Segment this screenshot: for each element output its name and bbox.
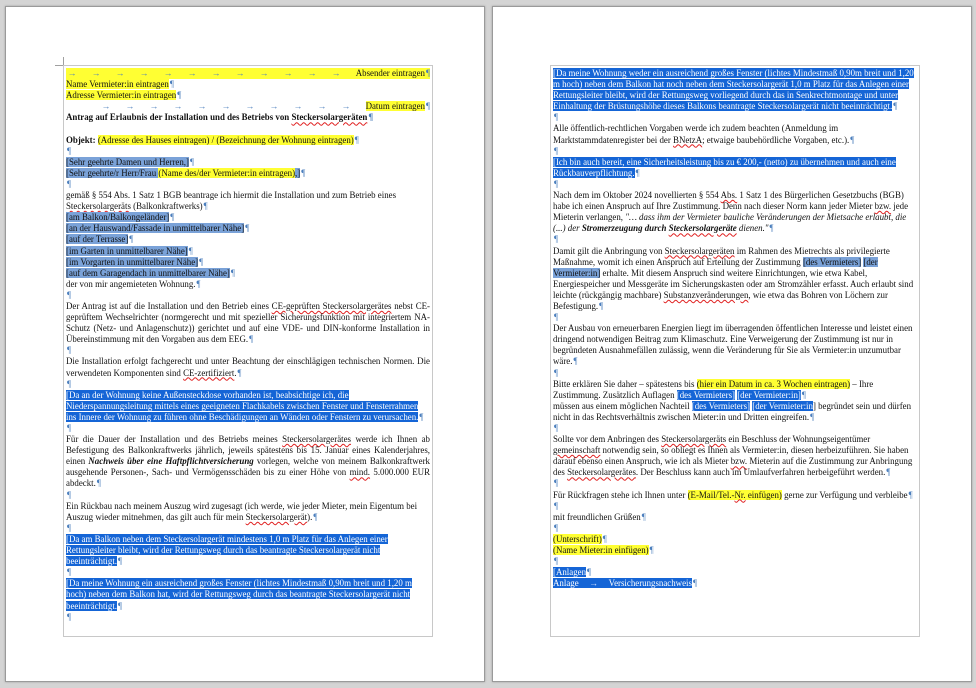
text-body[interactable]: [Da meine Wohnung weder ein ausreichend großes Fenster (lichtes Mindestmaß 0,90m breit und 1,20 m hoch) neben dem Balkon hat noch neben dem Steckersolargerät 1,0 m Platz für das Anlegen einer Rettungsleiter bleibt, wird der Rettungsweg vorliegend durch das in Senkrechtmontage und unter Einhaltung der Brüstungshöhe dieses Balkons beantragte Steckersolargerät nicht beeinträchtigt.¶ ¶ Alle öffentlich-rechtlichen Vorgaben werde ich zudem beachten (Anmeldung im Marktstammdatenregister bei der BNetzA; etwaige baubehördliche Vorgaben, etc.).¶ ¶ [Ich bin auch bereit, eine Sicherheitsleistung bis zu € 200,- (netto) zu übernehmen und auch eine Rückbauverpflichtung.¶ ¶ Nach dem im Oktober 2024 novellierten § 554 Abs. 1 Satz 1 des Bürgerlichen Gesetzbuchs (BGB) habe ich einen Anspruch auf Ihre Zustimmung. Denn nach dieser Norm kann jeder Mieter bzw. jede Mieterin verlangen, "… dass ihm der Vermieter bauliche Veränderungen der Mietsache erlaubt, die (...) der Stromerzeugung durch Steckersolargeräte dienen."¶ ¶ Damit gilt die Anbringung von Steckersolargeräten im Rahmen des Mietrechts als privilegierte Maßnahme, womit ich einen Anspruch auf Erteilung der Zustimmung [des Vermieters] [der Vermieter:in] erhalte. Mit diesem Anspruch sind weitere Einrichtungen, wie etwa Kabel, Energiespeicher und Messgeräte im Sicherungskasten oder am Stromzähler erfasst. Auch erlaubt sind leichte (rückgängig machbare) Substanzveränderungen, wie etwa das Bohren von Löchern zur Befestigung.¶ ¶ Der Ausbau von erneuerbaren Energien liegt im überragenden öffentlichen Interesse und leistet einen dringend notwendigen Beitrag zum Klimaschutz. Eine Verweigerung der Zustimmung ist nur in begründeten Ausnahmefällen zulässig, wenn die Veränderung für Sie als Vermieter:in unzumutbar wäre.¶ ¶ Bitte erklären Sie daher – spätestens bis (hier ein Datum in ca. 3 Wochen eintragen) – Ihre Zustimmung. Zusätzlich Auflagen [des Vermieters] [der Vermieter:in]¶ müssen aus einem möglichen Nachteil [des Vermieters] [der Vermieter:in] begründet sein und dürfen nicht in das Rechtsverhältnis zwischen Mieter:in und Dritten eingreifen.¶ ¶ Sollte vor dem Anbringen des Steckersolargeräts ein Beschluss der Wohnungseigentümer gemeinschaft notwendig sein, so obliegt es Ihnen als Vermieter:in, diesen herbeizuführen. Sie haben darauf ebenso einen Anspruch, wie ich als Mieter bzw. Mieterin auf die Zustimmung zur Anbringung des Steckersolargerätes. Der Beschluss kann auch im Umlaufverfahren herbeigeführt werden.¶ ¶ Für Rückfragen stehe ich Ihnen unter (E-Mail/Tel.-Nr. einfügen) gerne zur Verfügung und verbleibe¶ ¶ mit freundlichen Grüßen¶ ¶ (Unterschrift)¶ (Name Mieter:in einfügen)¶ ¶ [Anlagen¶ Anlage → Versicherungsnachweis¶ (550, 65, 920, 637)
sender-placeholder: Absender eintragen (355, 68, 425, 78)
location-option-text: [im Garten in unmittelbarer Nähe] (66, 245, 188, 256)
law-text-3: jede Mieterin verlangen, (553, 201, 909, 223)
escape-route-text-selected: [Da meine Wohnung ein ausreichend großes Fenster (lichtes Mindestmaß 0,90m breit und 1,20 m hoch) neben dem Balkon hat, wird der Rettungsweg durch das beantragte Steckersolargerät nicht beeinträchtigt. (66, 578, 412, 611)
installation-text: Die Installation erfolgt fachgerecht und unter Beachtung der einschlägigen technischen Normen. Die verwendeten Komponenten sind (66, 356, 430, 378)
application-tail: nebst CE-geprüftem Wechselrichter (normgerecht und mit spezieller Sicherungsfunktion mit integriertem NA-Schutz (Netz- und Anlagenschutz)) gerichtet und auf eine VDE- und DIN-konforme Installation in Übereinstimmung mit den Vorgaben aus dem EEG. (66, 300, 430, 345)
escape-route-text-selected: [Da meine Wohnung weder ein ausreichend großes Fenster (lichtes Mindestmaß 0,90m breit und 1,20 m hoch) neben dem Balkon hat noch neben dem Steckersolargerät 1,0 m Platz für das Anlegen einer Rettungsleiter bleibt, wird der Rettungsweg vorliegend durch das in Senkrechtmontage und unter Einhaltung der Brüstungshöhe dieses Balkons beantragte Steckersolargerät nicht beeinträchtigt. (553, 68, 914, 112)
insurance-spellcheck-2: mind. (349, 467, 371, 478)
removal-tail: ). (307, 511, 313, 522)
privilege-text-3: erhalte. Mit diesem Anspruch sind weitere Einrichtungen, wie etwa Kabel, Energiespeicher und Messgeräte im Sicherungskasten oder am Stromzähler erfasst. Auch erlaubt sind leichte (rückgängig machbare) (553, 267, 914, 300)
law-quote: "… dass ihm der Vermieter bauliche Veränderungen der Mietsache erlaubt, die (...) der (553, 212, 907, 234)
weg-spellcheck-2: gemeinschaft (553, 445, 601, 456)
escape-route-text-selected: [Da am Balkon neben dem Steckersolargerät mindestens 1,0 m Platz für das Anlegen einer Rettungsleiter bleibt, wird der Rettungsweg durch das beantragte Steckersolargerät nicht beeinträchtigt. (66, 533, 388, 567)
object-line[interactable]: Objekt: (Adresse des Hauses eintragen) / (Bezeichnung der Wohnung eintragen)¶ (66, 134, 359, 145)
closing-line[interactable]: mit freundlichen Grüßen¶ (553, 511, 646, 522)
closing-text: mit freundlichen Grüßen (553, 511, 641, 522)
privilege-option-1: [des Vermieters] (802, 256, 862, 267)
location-option-text: [im Vorgarten in unmittelbarer Nähe] (66, 256, 199, 267)
location-option-text: [an der Hauswand/Fassade in unmittelbarer Nähe] (66, 223, 245, 234)
salutation-2-end: ,] (295, 167, 301, 178)
privilege-spellcheck-2: Substanzveränderungen (663, 289, 749, 300)
salutation-2[interactable]: [Sehr geehrte/r Herr/Frau (Name des/der Vermieter:in eintragen),]¶ (66, 167, 306, 178)
landlord-name-placeholder: Name Vermieter:in eintragen (66, 79, 169, 90)
request-tail: ] begründet sein und dürfen nicht in das Rechtsverhältnis zwischen Mieter:in und Dritten eingreifen. (553, 400, 912, 422)
law-quote-spellcheck: Steckersolargeräte (668, 223, 737, 234)
escape-route-option-1[interactable]: [Da am Balkon neben dem Steckersolargerät mindestens 1,0 m Platz für das Anlegen einer Rettungsleiter bleibt, wird der Rettungsweg durch das beantragte Steckersolargerät nicht beeinträchtigt.¶ (66, 533, 388, 567)
contact-text: Für Rückfragen stehe ich Ihnen unter (553, 489, 688, 500)
outlet-text-selected: [Da an der Wohnung keine Außensteckdose vorhanden ist, beabsichtige ich, die Niederspannungsleitung mittels eines geeigneten Flachkabels zwischen Fenster und Fensterrahmen ins Innere der Wohnung zu führen ohne Beschädigungen an Wänden oder Fenstern zu verursachen. (66, 389, 419, 422)
request-text-2: – Ihre Zustimmung. Zusätzlich Auflagen (553, 378, 874, 400)
signer-name-placeholder: (Name Mieter:in einfügen) (553, 545, 649, 556)
insurance-tail: 5.000.000 EUR abdeckt. (66, 467, 430, 489)
security-paragraph[interactable]: [Ich bin auch bereit, eine Sicherheitsleistung bis zu € 200,- (netto) zu übernehmen und auch eine Rückbauverpflichtung.¶ (553, 156, 896, 178)
location-option[interactable]: [am Balkon/Balkongeländer]¶ (66, 212, 175, 223)
attachments-line[interactable]: [Anlagen¶ (553, 567, 592, 578)
signature-line[interactable]: (Unterschrift)¶ (553, 533, 607, 544)
request-option-3: [des Vermieters] (691, 400, 751, 411)
public-law-tail: ; etwaige baubehördliche Vorgaben, etc.). (702, 134, 850, 145)
date-line[interactable]: → → → → → → → → → → → Datum eintragen¶ (101, 101, 430, 112)
location-tail[interactable]: der von mir angemieteten Wohnung.¶ (66, 278, 201, 289)
contact-placeholder-spellcheck: Nr. (734, 489, 746, 500)
crop-mark (63, 57, 71, 65)
intro-text: gemäß § 554 Abs. 1 Satz 1 BGB beantrage ich hiermit die Installation und zum Betrieb eines (66, 190, 397, 201)
law-spellcheck-2: bzw. (874, 201, 892, 212)
law-paragraph[interactable]: Nach dem im Oktober 2024 novellierten § 554 Abs. 1 Satz 1 des Bürgerlichen Gesetzbuchs (BGB) habe ich einen Anspruch auf Ihre Zustimmung. Denn nach dieser Norm kann jeder Mieter bzw. jede Mieterin verlangen, "… dass ihm der Vermieter bauliche Veränderungen der Mietsache erlaubt, die (...) der Stromerzeugung durch Steckersolargeräte dienen."¶ (553, 190, 909, 234)
removal-paragraph[interactable]: Ein Rückbau nach meinem Auszug wird zugesagt (ich werde, wie jeder Mieter, mein Eigentum bei Auszug wieder mitnehmen, das gilt auch für mein Steckersolargerät).¶ (66, 500, 418, 522)
attachment-label: Anlage (553, 578, 579, 589)
location-tail-text: der von mir angemieteten Wohnung. (66, 278, 196, 289)
object-placeholder: (Adresse des Hauses eintragen) / (Bezeichnung der Wohnung eintragen) (97, 134, 354, 145)
application-spellcheck: CE-geprüften Steckersolargerätes (271, 300, 392, 311)
document-page-2 (492, 6, 972, 682)
location-option[interactable]: [auf dem Garagendach in unmittelbarer Nähe]¶ (66, 267, 235, 278)
insurance-text-2: werde ich Ihnen ab Befestigung des Balkonkraftwerks jährlich, jeweils spätestens bis 15. Januar eines Kalenderjahres, einen (66, 434, 430, 467)
law-spellcheck: Abs. (720, 190, 738, 201)
application-paragraph[interactable]: Der Antrag ist auf die Installation und den Betrieb eines CE-geprüften Steckersolargerätes nebst CE-geprüftem Wechselrichter (normgerecht und mit spezieller Sicherungsfunktion mit integriertem NA-Schutz (Netz- und Anlagenschutz)) gerichtet und auf eine VDE- und DIN-konforme Installation in Übereinstimmung mit den Vorgaben aus dem EEG.¶ (66, 300, 430, 345)
title-text-spellcheck: Steckersolargeräten (291, 112, 368, 123)
privilege-paragraph[interactable]: Damit gilt die Anbringung von Steckersolargeräten im Rahmen des Mietrechts als privilegierte Maßnahme, womit ich einen Anspruch auf Erteilung der Zustimmung [des Vermieters] [der Vermieter:in] erhalte. Mit diesem Anspruch sind weitere Einrichtungen, wie etwa Kabel, Energiespeicher und Messgeräte im Sicherungskasten oder am Stromzähler erfasst. Auch erlaubt sind leichte (rückgängig machbare) Substanzveränderungen, wie etwa das Bohren von Löchern zur Befestigung.¶ (553, 245, 914, 311)
text-body[interactable]: → → → → → → → → → → → → Absender eintragen¶ Name Vermieter:in eintragen¶ Adresse Vermieter:in eintragen¶ → → → → → → → → → → → Datum eintragen¶ Antrag auf Erlaubnis der Installation und des Betriebs von Steckersolargeräten¶ Objekt: (Adresse des Hauses eintragen) / (Bezeichnung der Wohnung eintragen)¶ ¶ [Sehr geehrte Damen und Herren,]¶ [Sehr geehrte/r Herr/Frau (Name des/der Vermieter:in eintragen),]¶ ¶ gemäß § 554 Abs. 1 Satz 1 BGB beantrage ich hiermit die Installation und zum Betrieb eines Steckersolargeräts (Balkonkraftwerks)¶ [am Balkon/Balkongeländer]¶ [an der Hauswand/Fassade in unmittelbarer Nähe]¶ [auf der Terrasse]¶ [im Garten in unmittelbarer Nähe]¶ [im Vorgarten in unmittelbarer Nähe]¶ [auf dem Garagendach in unmittelbarer Nähe]¶ der von mir angemieteten Wohnung.¶ ¶ Der Antrag ist auf die Installation und den Betrieb eines CE-geprüften Steckersolargerätes nebst CE-geprüftem Wechselrichter (normgerecht und mit spezieller Sicherungsfunktion mit integriertem NA-Schutz (Netz- und Anlagenschutz)) gerichtet und auf eine VDE- und DIN-konforme Installation in Übereinstimmung mit den Vorgaben aus dem EEG.¶ ¶ Die Installation erfolgt fachgerecht und unter Beachtung der einschlägigen technischen Normen. Die verwendeten Komponenten sind CE-zertifiziert.¶ ¶ [Da an der Wohnung keine Außensteckdose vorhanden ist, beabsichtige ich, die Niederspannungsleitung mittels eines geeigneten Flachkabels zwischen Fenster und Fensterrahmen ins Innere der Wohnung zu führen ohne Beschädigungen an Wänden oder Fenstern zu verursachen.¶ ¶ Für die Dauer der Installation und des Betriebs meines Steckersolargerätes werde ich Ihnen ab Befestigung des Balkonkraftwerks jährlich, jeweils spätestens bis 15. Januar eines Kalenderjahres, einen Nachweis über eine Haftpflichtversicherung vorlegen, welche von meinem Balkonkraftwerk ausgehende Personen-, Sach- und Vermögensschäden bis zu einer Höhe von mind. 5.000.000 EUR abdeckt.¶ ¶ Ein Rückbau nach meinem Auszug wird zugesagt (ich werde, wie jeder Mieter, mein Eigentum bei Auszug wieder mitnehmen, das gilt auch für mein Steckersolargerät).¶ ¶ [Da am Balkon neben dem Steckersolargerät mindestens 1,0 m Platz für das Anlegen einer Rettungsleiter bleibt, wird der Rettungsweg durch das beantragte Steckersolargerät nicht beeinträchtigt.¶ ¶ [Da meine Wohnung ein ausreichend großes Fenster (lichtes Mindestmaß 0,90m breit und 1,20 m hoch) neben dem Balkon hat, wird der Rettungsweg durch das beantragte Steckersolargerät nicht beeinträchtigt.¶ ¶ (63, 65, 433, 637)
contact-paragraph[interactable]: Für Rückfragen stehe ich Ihnen unter (E-Mail/Tel.-Nr. einfügen) gerne zur Verfügung und verbleibe¶ (553, 489, 913, 500)
location-option[interactable]: [auf der Terrasse]¶ (66, 234, 134, 245)
request-option-4: [der Vermieter:in (752, 400, 813, 411)
salutation-2-text: [Sehr geehrte/r Herr/Frau (66, 167, 159, 178)
weg-spellcheck: Steckersolargeräts (661, 434, 727, 445)
sender-line[interactable]: → → → → → → → → → → → → Absender eintragen¶ (67, 68, 430, 78)
application-text: Der Antrag ist auf die Installation und den Betrieb eines (66, 300, 272, 311)
privilege-tail: , wie etwa das Bohren von Löchern zur Befestigung. (553, 289, 888, 311)
letter-title[interactable]: Antrag auf Erlaubnis der Installation und des Betriebs von Steckersolargeräten¶ (66, 112, 374, 123)
document-page-1 (5, 6, 485, 682)
title-text: Antrag auf Erlaubnis der Installation und des Betriebs von (66, 112, 292, 123)
outlet-paragraph[interactable]: [Da an der Wohnung keine Außensteckdose vorhanden ist, beabsichtige ich, die Niederspannungsleitung mittels eines geeigneten Flachkabels zwischen Fenster und Fensterrahmen ins Innere der Wohnung zu führen ohne Beschädigungen an Wänden oder Fenstern zu verursachen.¶ (66, 389, 424, 422)
salutation-1-text: [Sehr geehrte Damen und Herren,] (66, 156, 189, 167)
intro-paragraph[interactable]: gemäß § 554 Abs. 1 Satz 1 BGB beantrage ich hiermit die Installation und zum Betrieb eines Steckersolargeräts (Balkonkraftwerks)¶ (66, 190, 397, 212)
insurance-emphasis: Nachweis über eine Haftpflichtversicherung (88, 456, 254, 467)
escape-route-option-2[interactable]: [Da meine Wohnung ein ausreichend großes Fenster (lichtes Mindestmaß 0,90m breit und 1,20 m hoch) neben dem Balkon hat, wird der Rettungsweg durch das beantragte Steckersolargerät nicht beeinträchtigt.¶ (66, 578, 412, 611)
salutation-1[interactable]: [Sehr geehrte Damen und Herren,]¶ (66, 156, 194, 167)
location-option[interactable]: [im Vorgarten in unmittelbarer Nähe]¶ (66, 256, 204, 267)
insurance-text: Für die Dauer der Installation und des Betriebs meines (66, 434, 283, 445)
signer-name-line[interactable]: (Name Mieter:in einfügen)¶ (553, 545, 654, 556)
escape-route-option-3[interactable]: [Da meine Wohnung weder ein ausreichend großes Fenster (lichtes Mindestmaß 0,90m breit und 1,20 m hoch) neben dem Balkon hat noch neben dem Steckersolargerät 1,0 m Platz für das Anlegen einer Rettungsleiter bleibt, wird der Rettungsweg vorliegend durch das in Senkrechtmontage und unter Einhaltung der Brüstungshöhe dieses Balkons beantragte Steckersolargerät nicht beeinträchtigt.¶ (553, 68, 914, 112)
law-quote-bold: Stromerzeugung durch (581, 223, 669, 234)
request-paragraph[interactable]: Bitte erklären Sie daher – spätestens bis (hier ein Datum in ca. 3 Wochen eintragen) – Ihre Zustimmung. Zusätzlich Auflagen [des Vermieters] [der Vermieter:in]¶ müssen aus einem möglichen Nachteil [des Vermieters] [der Vermieter:in] begründet sein und dürfen nicht in das Rechtsverhältnis zwischen Mieter:in und Dritten eingreifen.¶ (553, 378, 912, 422)
location-option-text: [am Balkon/Balkongeländer] (66, 212, 170, 223)
public-law-spellcheck: BNetzA (673, 134, 703, 145)
weg-text-2: ein Beschluss der Wohnungseigentümer (726, 434, 871, 445)
weg-tail: . Der Beschluss kann auch im Umlaufverfahren herbeigeführt werden. (635, 467, 886, 478)
object-label: Objekt: (66, 134, 98, 145)
attachment-item[interactable]: Anlage → Versicherungsnachweis¶ (553, 578, 697, 589)
public-interest-text: Der Ausbau von erneuerbaren Energien liegt im überragenden öffentlichen Interesse und leistet einen dringend notwendigen Beitrag zum Klimaschutz. Eine Verweigerung der Zustimmung ist nur in begründeten Ausnahmefällen zulässig, wenn die Veränderung für Sie als Vermieter:in unzumutbar wäre. (553, 323, 913, 367)
attachments-text-selected: [Anlagen (553, 567, 587, 578)
insurance-spellcheck: Steckersolargerätes (282, 434, 352, 445)
law-text-2: 1 Satz 1 des Bürgerlichen Gesetzbuchs (BGB) habe ich einen Anspruch auf Ihre Zustimmung. Denn nach dieser Norm kann jeder Mieter (553, 190, 904, 212)
landlord-name-line[interactable]: Name Vermieter:in eintragen¶ (66, 79, 174, 90)
request-option-2: [der Vermieter:in] (737, 389, 801, 400)
request-text-3: müssen aus einem möglichen Nachteil (553, 400, 692, 411)
intro-tail: (Balkonkraftwerks) (130, 201, 203, 212)
location-option-text: [auf dem Garagendach in unmittelbarer Nähe] (66, 267, 230, 278)
contact-tail: gerne zur Verfügung und verbleibe (781, 489, 908, 500)
law-text: Nach dem im Oktober 2024 novellierten § 554 (553, 190, 721, 201)
insurance-text-3: vorlegen, welche von meinem Balkonkraftwerk ausgehende Personen-, Sach- und Vermögensschäden bis zu einer Höhe von (66, 456, 430, 478)
privilege-option-2: [der Vermieter:in] (553, 256, 878, 278)
installation-spellcheck: CE-zertifiziert (183, 367, 235, 378)
request-text: Bitte erklären Sie daher – spätestens bis (553, 378, 697, 389)
privilege-text: Damit gilt die Anbringung von (553, 245, 665, 256)
request-option-1: [des Vermieters] (676, 389, 735, 400)
public-law-paragraph[interactable]: Alle öffentlich-rechtlichen Vorgaben werde ich zudem beachten (Anmeldung im Marktstammdatenregister bei der BNetzA; etwaige baubehördliche Vorgaben, etc.).¶ (553, 123, 855, 145)
installation-tail: . (234, 367, 237, 378)
public-interest-paragraph[interactable]: Der Ausbau von erneuerbaren Energien liegt im überragenden öffentlichen Interesse und leistet einen dringend notwendigen Beitrag zum Klimaschutz. Eine Verweigerung der Zustimmung ist nur in begründeten Ausnahmefällen zulässig, wenn die Veränderung für Sie als Vermieter:in unzumutbar wäre.¶ (553, 323, 913, 367)
removal-spellcheck: Steckersolargerät (245, 511, 308, 522)
insurance-paragraph[interactable]: Für die Dauer der Installation und des Betriebs meines Steckersolargerätes werde ich Ihnen ab Befestigung des Balkonkraftwerks jährlich, jeweils spätestens bis 15. Januar eines Kalenderjahres, einen Nachweis über eine Haftpflichtversicherung vorlegen, welche von meinem Balkonkraftwerk ausgehende Personen-, Sach- und Vermögensschäden bis zu einer Höhe von mind. 5.000.000 EUR abdeckt.¶ (66, 434, 430, 489)
weg-text-4: Mieterin auf die Zustimmung zur Anbringung des (553, 456, 913, 478)
crop-mark (55, 65, 63, 73)
landlord-address-placeholder: Adresse Vermieter:in eintragen (66, 90, 177, 101)
salutation-2-placeholder: (Name des/der Vermieter:in eintragen) (158, 167, 296, 178)
signature-placeholder: (Unterschrift) (553, 533, 602, 544)
request-date-placeholder: (hier ein Datum in ca. 3 Wochen eintragen) (696, 378, 851, 389)
installation-paragraph[interactable]: Die Installation erfolgt fachgerecht und unter Beachtung der einschlägigen technischen Normen. Die verwendeten Komponenten sind CE-zertifiziert.¶ (66, 356, 430, 378)
weg-text: Sollte vor dem Anbringen des (553, 434, 662, 445)
removal-text: Ein Rückbau nach meinem Auszug wird zugesagt (ich werde, wie jeder Mieter, mein Eigentum bei Auszug wieder mitnehmen, das gilt auch für mein (66, 500, 418, 522)
attachment-name: Versicherungsnachweis (608, 578, 692, 589)
weg-spellcheck-4: Steckersolargerätes (567, 467, 636, 478)
public-law-text: Alle öffentlich-rechtlichen Vorgaben werde ich zudem beachten (Anmeldung im Marktstammdatenregister bei der (553, 123, 839, 145)
security-text-selected: [Ich bin auch bereit, eine Sicherheitsleistung bis zu € 200,- (netto) zu übernehmen und auch eine Rückbauverpflichtung. (553, 156, 896, 178)
privilege-spellcheck: Steckersolargeräten (664, 245, 735, 256)
attachment-item-selected: Anlage → Versicherungsnachweis (553, 578, 692, 589)
date-placeholder: Datum eintragen (365, 101, 425, 112)
contact-placeholder: (E-Mail/Tel.- (687, 489, 735, 500)
location-option[interactable]: [an der Hauswand/Fassade in unmittelbarer Nähe]¶ (66, 223, 250, 234)
law-quote-end: dienen." (736, 223, 769, 234)
weg-text-3: notwendig sein, so obliegt es Ihnen als Vermieter:in, diesen herbeizuführen. Sie haben darauf ebenso einen Anspruch, wie ich als Mieter (553, 445, 909, 467)
location-option[interactable]: [im Garten in unmittelbarer Nähe]¶ (66, 245, 193, 256)
weg-spellcheck-3: bzw. (730, 456, 748, 467)
contact-placeholder-end: einfügen) (745, 489, 782, 500)
owners-association-paragraph[interactable]: Sollte vor dem Anbringen des Steckersolargeräts ein Beschluss der Wohnungseigentümer gemeinschaft notwendig sein, so obliegt es Ihnen als Vermieter:in, diesen herbeizuführen. Sie haben darauf ebenso einen Anspruch, wie ich als Mieter bzw. Mieterin auf die Zustimmung zur Anbringung des Steckersolargerätes. Der Beschluss kann auch im Umlaufverfahren herbeigeführt werden.¶ (553, 434, 913, 478)
privilege-text-2: im Rahmen des Mietrechts als privilegierte Maßnahme, womit ich einen Anspruch auf Erteilung der Zustimmung (553, 245, 890, 267)
intro-spellcheck: Steckersolargeräts (66, 201, 131, 212)
location-option-text: [auf der Terrasse] (66, 234, 129, 245)
landlord-address-line[interactable]: Adresse Vermieter:in eintragen¶ (66, 90, 182, 101)
